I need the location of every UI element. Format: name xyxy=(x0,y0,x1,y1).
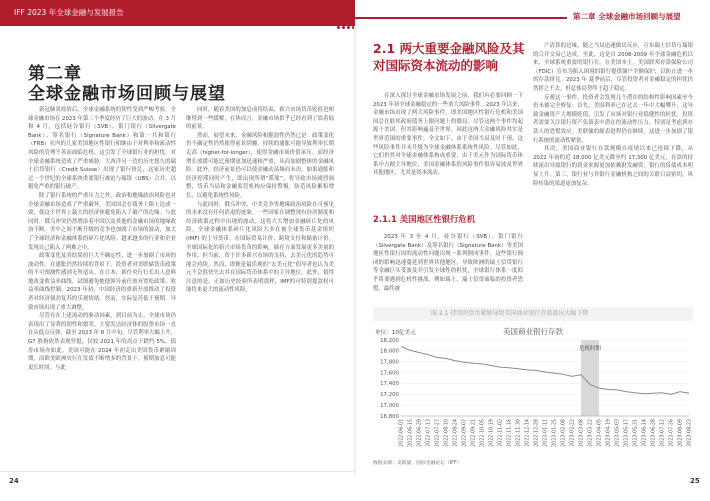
paragraph: 新冠肺炎疫情后，全球金融系统的韧性受到严峻考验。全球金融市场在 2023 年第三个季度经历了巨大的波动。在 3 月和 4 月，包括硅谷银行（SVB）、银门银行（Silvergate Bank）、签名银行（Signature Bank）和第一共和银行（FRB）在内的几家美国地区性银行相继由于对利率和流动性风险的管理不善而面临危机，这引发了全球银行业的担忧。对全球金融系统造成了严重威胁。大西洋另一边的历史悠久的瑞士信贷银行（Credit Suisse）出现了银行挤兑，这家历史超过一个世纪的全球系统重要银行被迫与瑞银（UBS）合并，以避免严重的银行破产。 xyxy=(28,107,176,191)
x-tick-label: 2022-07-13 xyxy=(426,419,432,447)
paragraph: 其次，美国商业银行存款规模自疫情以来已连续下降，从 2022 年初的近 18,000 亿美元降至约 17,300 亿美元，存款的持续流出导致银行的资金来源更加依赖批发融资，银行的负债成本明显上升。第三，银行业与非银行金融机构之间的关联日益密切，风险传染的渠道更加复杂。 xyxy=(533,146,693,187)
y-tick-label: 17,400 xyxy=(380,381,399,388)
x-tick-label: 2022-09-21 xyxy=(471,419,477,447)
chapter-title xyxy=(28,64,226,104)
x-tick-label: 2023-03-08 xyxy=(579,419,585,447)
left-footer-rule xyxy=(0,471,355,472)
y-tick-label: 17,600 xyxy=(380,370,399,377)
x-tick-label: 2023-05-31 xyxy=(633,419,639,447)
page-gutter xyxy=(354,26,356,476)
x-tick-label: 2023-05-03 xyxy=(615,419,621,447)
paragraph: 政策变化及其结果的巨大不确定性，进一步加剧了市场的波动性。在通胀仍然持续的背景下，投资者对美联储货币政策的不可预测性感到无所适从。在日本，新任央行行长出人意料地改变收益率曲线，试图避免她他领导前任放弃宽松政策。收益率曲线控制，2023 年初，中国经济的重新开放推动了投资者对经济强劲复苏的乐观情绪，然而，实际复苏低于预期，导致市场出现了重大调整。 xyxy=(28,253,176,311)
x-tick-label: 2022-08-10 xyxy=(444,419,450,447)
right-column-1b xyxy=(373,233,523,293)
paragraph: 在深入探讨全球金融市场发展之前，我们有必要回顾一下 2023 年初全球金融稳定的一些重大风险事件。2023 年以来，金融市场出现了两大风险事件，即美国地区性银行危机和美国国会在联邦政府债务上限问题上的僵局。尽管这两个事件均起源于美国，但其影响遍及全世界，因此这两大金融风险其实是世界范围的重要事件。全文如下，由于美国当局及时干预，这些风险事件并未升级为全球金融体系系统性风险。尽管如此，它们仍然对全球金融体系构成重要，由于美元作为国际货币体系中占据主导地位，美国金融体系的风险事件很容易波及世界其他地区，尤其是资本流动。 xyxy=(373,93,523,177)
section-title-line1: 2.1 两大重要金融风险及其 xyxy=(373,41,525,56)
paragraph: 2023 年 3 至 4 月，硅谷银行（SVB）、银门银行（Silvergate Bank）及签名银行（Signature Bank）等美国地区性银行因的流动性问题出现一系列倒闭事件。这些银行倒闭的影响迅速蔓延到世界其他地区，导致欧洲的瑞士信贷银行等金融巨头受波及并引发全球性的担忧，全球银行体系一度似乎将要遇到危机性挑战。例如瑞士，瑞士信贷面临的投资者恐慌，最终被 xyxy=(373,234,523,292)
chapter-number: 第二章 xyxy=(28,64,82,84)
x-tick-label: 2023-02-08 xyxy=(561,419,567,447)
x-tick-label: 2023-06-28 xyxy=(651,419,657,447)
crisis-annotation: 危机时期 xyxy=(579,346,601,352)
chapter-name: 全球金融市场回顾与展望 xyxy=(28,84,226,104)
x-tick-label: 2023-03-22 xyxy=(588,419,594,447)
right-column-2 xyxy=(533,42,693,188)
x-tick-label: 2022-06-15 xyxy=(408,419,414,447)
x-tick-label: 2023-01-11 xyxy=(543,419,549,447)
x-tick-label: 2022-11-30 xyxy=(516,419,522,447)
x-tick-label: 2022-06-29 xyxy=(417,419,423,447)
y-tick-label: 16,800 xyxy=(380,413,399,420)
paragraph: 产清算的边缘，随之当局迅速做出反应，宣布瑞士信贷与瑞银的合并交易已达成。至此，这是自 2008-2009 年全球金融危机以来，全球系统重要的银行在。在美国本土，美国联邦存款保险公司（FDIC）宣布为陷入困境的银行提供储户全额保护，以防止进一步的存款挤兑。2023 年 夏季前后，尽管投资者对金融稳定的担忧仍然挥之不去，但总体局势终于趋于稳定。 xyxy=(533,43,693,92)
left-column-2 xyxy=(186,106,334,295)
x-tick-label: 2023-07-26 xyxy=(669,419,675,447)
x-tick-label: 2023-04-19 xyxy=(606,419,612,447)
x-tick-label: 2022-10-19 xyxy=(489,419,495,447)
left-column-1 xyxy=(28,106,176,372)
paragraph: 同时，随着美国的加息前将结束，新兴市场货币贬值也相继得到一些缓解，在体而言，金融市场似乎已经看到了软着陆的前景。 xyxy=(186,107,334,131)
right-page-number: 25 xyxy=(690,477,700,485)
x-tick-label: 2022-09-07 xyxy=(462,419,468,447)
x-tick-label: 2023-06-14 xyxy=(642,419,648,447)
paragraph: 与此同时，俄乌冲突、中美竞争等地缘政治风险在可预见的未来没有任何消退的迹象，一些国家在调整现有经济制度和经济政策过程中出现的波动，这将大大增加金融碎片化的风险。全球金融体系碎片化风险大多在被全球货币基金组织 (IMF) 的主导货币。在国际贸易计价、跨境支付和储备计价。全球国际化的新兴市场货币的影响。储存方面发展更多美量的作用、但当前，资于许多新兴市场的支持，去美元化的趋势可能会持续。然而，即便是最乐观的“去美元化”倡导者也认为美元不会很快失去其在国际货币体系中的主导地位。此外，值得注意的是，正如历史经验所表明那样，IMF的可特别提款权可能将来更大的流动性风险。 xyxy=(186,201,334,294)
chart-title: 美国商业银行存款 xyxy=(503,327,563,336)
right-header-rule xyxy=(355,17,567,19)
x-tick-label: 2022-06-01 xyxy=(399,419,405,447)
x-tick-label: 2022-07-27 xyxy=(435,419,441,447)
paragraph: 除了银行系统的严重压力之外，政治和地缘政治风险也对全球金融市场造成了严重破坏。美国国会在债务上限上达成一致，使这个世界上最大的经济体避免陷入了破产的边缘。与此同时，俄乌冲突仍然增添着中国以及其他的金融市场的地缘政治不断。美中之间不断升级的竞争也加剧了市场的波动，加大了全球经济和金融体系的碎片化风险。越来越多的行业和企业发现自己陷入了两难之中。 xyxy=(28,192,176,251)
y-tick-label: 18,000 xyxy=(380,348,399,355)
chart-unit-label: 单位：10亿美元 xyxy=(375,330,416,336)
paragraph: 然而，展望未来，金融风险和脆弱性仍然已是：政策变化仍不确定性仍然使得前景阴霾。持续的通胀可能导致利率长期走高（higher-for-longer），使得金融市场价值承压。而经济增长放缓可能比预期更加迅速和严重，从而加剧整体的金融风险。此外，经济前景仍可以使金融动荡频而未决。如果通胀和经济停滞同时产生，即出现所谓“滞胀”，将导致市场剧烈调整，货币当局和金融监管机构应保持警惕，防范风险累积增长，以避免系统性风险。 xyxy=(186,132,334,199)
y-tick-label: 17,800 xyxy=(380,359,399,366)
x-tick-label: 2022-10-05 xyxy=(480,419,486,447)
x-tick-label: 2023-08-09 xyxy=(678,419,684,447)
section-title xyxy=(373,40,525,74)
left-page-number: 24 xyxy=(9,477,19,485)
right-column-1 xyxy=(373,92,523,178)
x-tick-label: 2022-12-28 xyxy=(534,419,540,447)
right-header-title: 第二章 全球金融市场回顾与展望 xyxy=(573,12,681,21)
x-tick-label: 2022-08-24 xyxy=(453,419,459,447)
x-tick-label: 2023-01-25 xyxy=(552,419,558,447)
section-title-line2: 对国际资本流动的影响 xyxy=(373,58,499,73)
paragraph: 尽管存在上述流动的驱动因素，到目前为止，全球市场仍表现出了显著的韧性和繁荣。主要发达经济体的股票市场一直在从低点反弹，截至 2023 年 8 月中旬，尽管利率大幅上升，G7 股指依然表现坚挺，仅较 2021 年的高点下跌约 5%。债券市场亦如此，美国可能在 2024 年初走出美国货币紧缩周期，而欧美欧洲央行在发债不断增多的背景下，预期加息可能更长时间。与此 xyxy=(28,313,176,371)
x-tick-label: 2023-05-17 xyxy=(624,419,630,447)
deposits-line-chart xyxy=(373,324,693,456)
x-tick-label: 2022-11-02 xyxy=(498,419,504,447)
subsection-title: 2.1.1 美国地区性银行危机 xyxy=(373,214,476,224)
y-tick-label: 17,000 xyxy=(380,402,399,409)
paragraph: 反观这一事件，投资者会发现几个潜在的结构性影响因素至今仍未被完全修复：首先，美国利率已在过去一年中大幅攀升，这导致金融资产大规模贬值，引发了市场对银行业稳健性的担忧。投资者需要关注银行资产负债表中潜在的流动性压力，特别是考虑到存款人的恐慌效应。美联储的缩表进程仍在继续，这进一步加剧了银行系统的流动性紧张。 xyxy=(533,94,693,144)
figure-caption: 图 2.1 持续的货币紧缩导致美国商业银行存款流出大幅下降 xyxy=(373,307,693,321)
x-tick-label: 2023-02-22 xyxy=(570,419,576,447)
right-header-bar xyxy=(355,0,710,26)
left-header-title: IFF 2023 年全球金融与发展报告 xyxy=(14,8,124,17)
x-tick-label: 2023-07-12 xyxy=(660,419,666,447)
x-tick-label: 2023-04-05 xyxy=(597,419,603,447)
y-tick-label: 18,200 xyxy=(380,337,399,344)
chart-source-note: 数据来源：美联储，国际金融论坛（IFF） xyxy=(373,461,462,466)
x-tick-label: 2022-11-16 xyxy=(507,419,513,447)
left-header-bar xyxy=(0,0,355,26)
y-tick-label: 17,200 xyxy=(380,392,399,399)
x-tick-label: 2022-12-14 xyxy=(525,419,531,447)
x-tick-label: 2023-08-23 xyxy=(687,419,693,447)
